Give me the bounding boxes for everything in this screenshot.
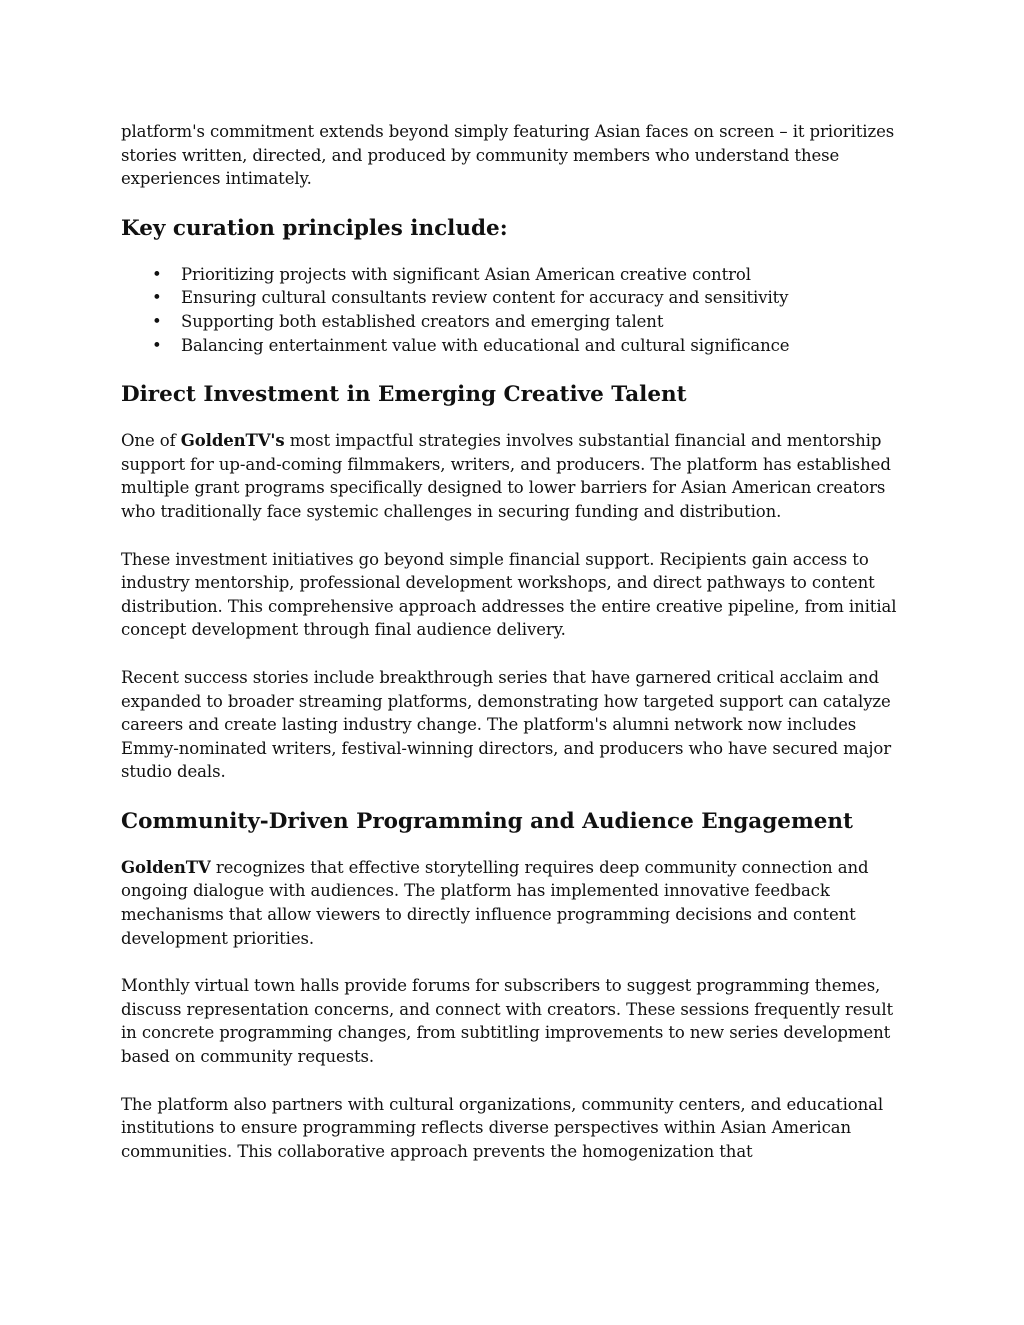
investment-p1-prefix: One of — [121, 431, 181, 451]
list-item-text: Ensuring cultural consultants review content for accuracy and sensitivity — [181, 288, 789, 308]
investment-paragraph-3: Recent success stories include breakthrough series that have garnered critical acclaim and expanded to broader streaming platforms, demonstrating how targeted support can catalyze careers and create lasting industry change. The platform's alumni network now includes Emmy-nominated writers, festival-winning directors, and producers who have secured major studio deals. — [121, 667, 892, 782]
list-item — [121, 286, 911, 310]
list-item-text: Supporting both established creators and emerging talent — [181, 311, 664, 331]
list-item — [121, 334, 911, 358]
bullet-icon: • — [152, 311, 162, 331]
community-heading: Community-Driven Programming and Audience Engagement — [121, 808, 853, 834]
bullet-icon: • — [152, 335, 162, 355]
investment-p1-rest: most impactful strategies involves substantial financial and mentorship support for up-and-coming filmmakers, writers, and producers. The platform has established multiple grant programs specifically designed to lower barriers for Asian American creators who traditionally face systemic challenges in securing funding and distribution. — [121, 431, 891, 521]
community-p1-rest: recognizes that effective storytelling requires deep community connection and ongoing dialogue with audiences. The platform has implemented innovative feedback mechanisms that allow viewers to directly influence programming decisions and content development priorities. — [121, 857, 869, 948]
list-item — [121, 310, 911, 334]
curation-heading: Key curation principles include: — [121, 215, 508, 241]
intro-paragraph: platform's commitment extends beyond simply featuring Asian faces on screen – it prioritizes stories written, directed, and produced by community members who understand these experiences intimately. — [121, 122, 895, 189]
brand-name: GoldenTV — [121, 857, 211, 877]
bullet-icon: • — [152, 288, 162, 308]
investment-paragraph-2: These investment initiatives go beyond simple financial support. Recipients gain access to industry mentorship, professional development workshops, and direct pathways to content distribution. This comprehensive approach addresses the entire creative pipeline, from initial concept development through final audience delivery. — [121, 549, 897, 640]
brand-name: GoldenTV's — [180, 431, 285, 451]
list-item-text: Balancing entertainment value with educational and cultural significance — [181, 335, 790, 355]
investment-paragraph-1 — [121, 429, 911, 523]
list-item-text: Prioritizing projects with significant Asian American creative control — [181, 264, 751, 284]
list-item — [121, 263, 911, 287]
investment-heading: Direct Investment in Emerging Creative Talent — [121, 382, 687, 408]
community-paragraph-3: The platform also partners with cultural organizations, community centers, and educational institutions to ensure programming reflects diverse perspectives within Asian American communities. This collaborative approach prevents the homogenization that — [121, 1094, 884, 1161]
curation-list — [121, 263, 911, 357]
document-page — [121, 120, 911, 1163]
community-paragraph-1 — [121, 856, 911, 950]
community-paragraph-2: Monthly virtual town halls provide forums for subscribers to suggest programming themes, discuss representation concerns, and connect with creators. These sessions frequently result in concrete programming changes, from subtitling improvements to new series development based on community requests. — [121, 976, 894, 1067]
bullet-icon: • — [152, 264, 162, 284]
